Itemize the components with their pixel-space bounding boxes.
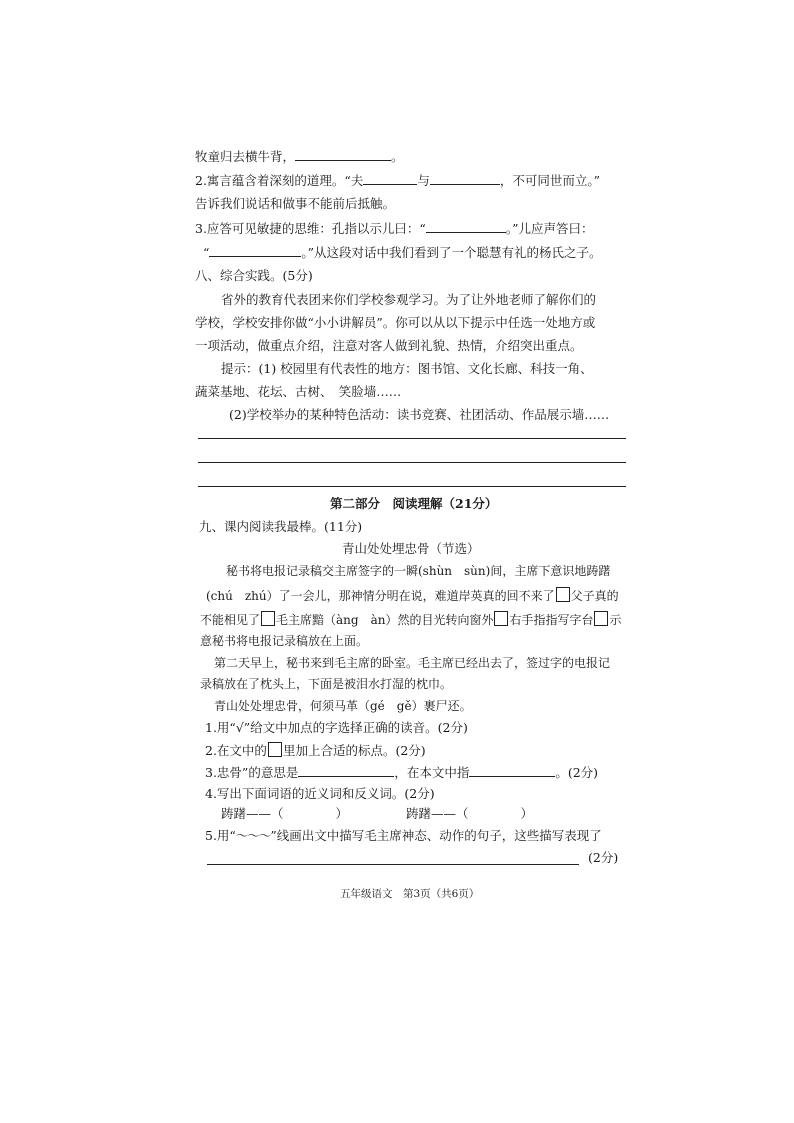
punctuation-box[interactable]: [261, 611, 275, 626]
passage-line: 录稿放在了枕头上，下面是被泪水打湿的枕巾。: [200, 677, 453, 691]
paren: ）: [335, 806, 349, 821]
q-text: 。(2分): [555, 765, 599, 780]
question-3: [195, 220, 593, 237]
poem-line: [195, 148, 404, 165]
q3-text-b: 。”儿应声答曰：: [505, 221, 594, 236]
question-2: [205, 742, 426, 759]
punctuation-box[interactable]: [594, 611, 608, 626]
q-text: 2.在文中的: [205, 743, 267, 758]
paren: ）: [520, 806, 534, 821]
q-text: 5.用“: [205, 828, 236, 843]
passage-line: 青山处处埋忠骨，何须马革（gé gě）裹尸还。: [214, 699, 472, 713]
q3-text-c: 。”从这段对话中我们看到了一个聪慧有礼的杨氏之子。: [301, 245, 602, 260]
answer-blank[interactable]: [209, 244, 301, 257]
passage-line: [200, 611, 622, 628]
question-2: [195, 172, 600, 189]
word-synonym: 踌躇——（: [221, 806, 284, 821]
section-8-hint: 蔬菜基地、花坛、古树、 笑脸墙……: [195, 384, 402, 399]
question-4: 4.写出下面词语的近义词和反义词。(2分): [205, 786, 435, 801]
answer-blank[interactable]: [430, 172, 500, 185]
passage-line: 秘书将电报记录稿交主席签字的一瞬(shùn sùn)间，主席下意识地踌躇: [226, 564, 611, 578]
punctuation-box[interactable]: [556, 587, 570, 602]
question-3: [205, 764, 598, 781]
passage-text: 父子真的: [570, 589, 619, 603]
answer-blank[interactable]: [469, 764, 555, 777]
question-5-score: (2分): [588, 850, 619, 865]
q2-text-a: 2.寓言蕴含着深刻的道理。“夫: [195, 173, 364, 188]
section-8-hint: (2)学校举办的某种特色活动：读书竞赛、社团活动、作品展示墙……: [229, 407, 610, 422]
poem-text: 牧童归去横牛背，: [195, 149, 296, 164]
q2-text-c: ，不可同世而立。”: [499, 173, 600, 188]
question-2-cont: 告诉我们说话和做事不能前后抵触。: [195, 196, 396, 211]
passage-text: 不能相见了: [200, 613, 261, 627]
section-8-para: 一项活动，做重点介绍，注意对客人做到礼貌、热情，介绍突出重点。: [195, 338, 583, 353]
passage-line: [206, 587, 619, 604]
question-1: 1.用“√”给文中加点的字选择正确的读音。(2分): [205, 720, 468, 735]
answer-line[interactable]: [207, 864, 579, 865]
answer-blank[interactable]: [295, 148, 391, 161]
answer-blank[interactable]: [298, 764, 394, 777]
passage-line: 第二天早上，秘书来到毛主席的卧室。毛主席已经出去了，签过字的电报记: [214, 656, 611, 670]
section-8-para: 省外的教育代表团来你们学校参观学习。为了让外地老师了解你们的: [221, 292, 597, 307]
section-8-para: 学校，学校安排你做“小小讲解员”。你可以从以下提示中任选一处地方或: [195, 315, 596, 330]
question-4-words: [221, 806, 533, 822]
wavy-line-mark: ～～～: [235, 828, 271, 843]
writing-line[interactable]: [198, 486, 626, 487]
passage-text: (chú zhú）了一会儿，那神情分明在说，难道岸英真的回不来了: [206, 589, 555, 603]
answer-blank[interactable]: [363, 172, 417, 185]
passage-text: 毛主席黯（àng àn）然的目光转向窗外: [276, 613, 494, 627]
q-text: 里加上合适的标点。(2分): [282, 743, 426, 758]
section-9-heading: 九、课内阅读我最棒。(11分): [199, 519, 363, 534]
punct: 。: [391, 149, 404, 164]
q-text: ”线画出文中描写毛主席神态、动作的句子，这些描写表现了: [270, 828, 602, 843]
q-text: 3.忠骨”的意思是: [205, 765, 299, 780]
q3-quote-open: “: [203, 245, 210, 260]
punctuation-box: [268, 742, 282, 757]
passage-line: 意秘书将电报记录稿放在上面。: [200, 634, 369, 648]
q-text: ，在本文中指: [394, 765, 470, 780]
passage-text: 示: [609, 613, 622, 627]
question-3-cont: [203, 244, 602, 261]
answer-blank[interactable]: [426, 220, 506, 233]
question-5: [205, 828, 602, 844]
passage-title: 青山处处埋忠骨（节选）: [342, 541, 480, 556]
section-8-hint: 提示：(1) 校园里有代表性的地方：图书馆、文化长廊、科技一角、: [221, 361, 593, 376]
punctuation-box[interactable]: [494, 611, 508, 626]
q3-text-a: 3.应答可见敏捷的思维：孔指以示儿曰：“: [195, 221, 426, 236]
passage-text: 右手指指写字台: [509, 613, 594, 627]
section-8-heading: 八、综合实践。(5分): [195, 268, 313, 283]
page-footer: 五年级语文 第3页（共6页）: [340, 888, 480, 900]
part-2-heading: 第二部分 阅读理解（21分）: [330, 496, 498, 511]
q2-text-b: 与: [417, 173, 430, 188]
word-antonym: 踌躇——（: [406, 806, 469, 821]
writing-line[interactable]: [198, 462, 626, 463]
writing-line[interactable]: [198, 438, 626, 439]
